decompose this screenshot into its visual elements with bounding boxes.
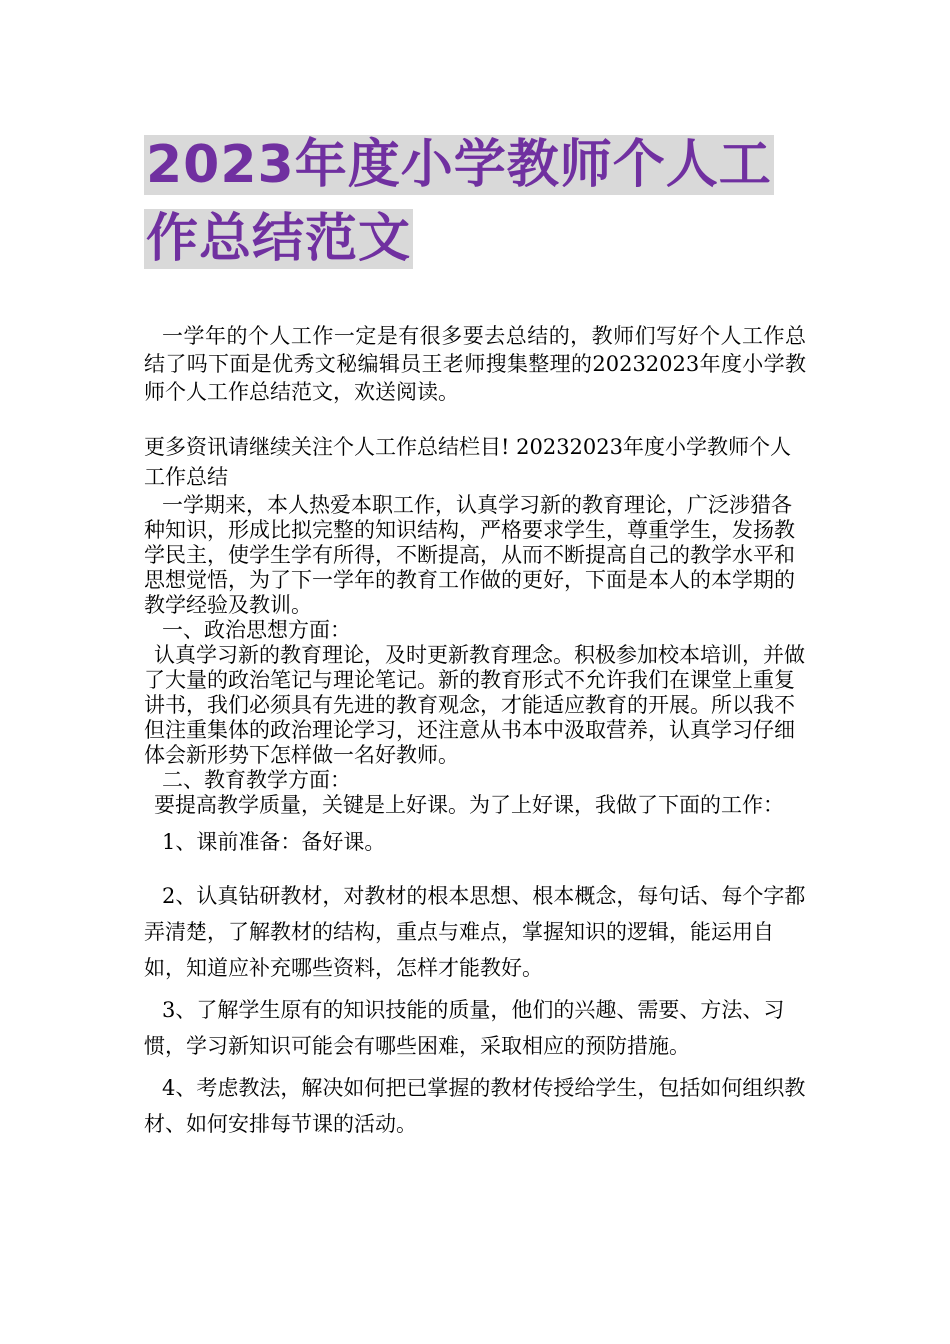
section-heading-politics: 一、政治思想方面： (162, 618, 351, 642)
more-info-paragraph: 更多资讯请继续关注个人工作总结栏目! 20232023年度小学教师个人工作总结 (144, 435, 791, 489)
document-title-text: 2023年度小学教师个人工作总结范文 (146, 135, 772, 269)
list-item: 1、课前准备：备好课。 (162, 830, 386, 854)
paragraph-summary: 一学期来，本人热爱本职工作，认真学习新的教育理论，广泛涉猎各种知识，形成比拟完整的知识结构，严格要求学生，尊重学生，发扬教学民主，使学生学有所得，不断提高，从而不断提高自己的教学水平和思想觉悟，为了下一学年的教育工作做的更好，下面是本人的本学期的教学经验及教训。 (144, 493, 795, 617)
paragraph-teaching: 要提高教学质量，关键是上好课。为了上好课，我做了下面的工作： (154, 793, 784, 817)
list-item: 3、了解学生原有的知识技能的质量，他们的兴趣、需要、方法、习惯，学习新知识可能会有哪些困难，采取相应的预防措施。 (144, 998, 785, 1058)
list-item: 2、认真钻研教材，对教材的根本思想、根本概念，每句话、每个字都弄清楚，了解教材的结构，重点与难点，掌握知识的逻辑，能运用自如，知道应补充哪些资料，怎样才能教好。 (144, 884, 806, 980)
paragraph-politics: 认真学习新的教育理论，及时更新教育理念。积极参加校本培训，并做了大量的政治笔记与理论笔记。新的教育形式不允许我们在课堂上重复讲书，我们必须具有先进的教育观念，才能适应教育的开展。所以我不但注重集体的政治理论学习，还注意从书本中汲取营养，认真学习仔细体会新形势下怎样做一名好教师。 (144, 643, 805, 767)
document-title (144, 128, 814, 276)
main-content (144, 493, 806, 1142)
section-heading-teaching: 二、教育教学方面： (162, 768, 351, 792)
intro-paragraph: 一学年的个人工作一定是有很多要去总结的，教师们写好个人工作总结了吗下面是优秀文秘编辑员王老师搜集整理的20232023年度小学教师个人工作总结范文，欢送阅读。 (144, 324, 806, 404)
list-item: 4、考虑教法，解决如何把已掌握的教材传授给学生，包括如何组织教材、如何安排每节课的活动。 (144, 1076, 806, 1136)
